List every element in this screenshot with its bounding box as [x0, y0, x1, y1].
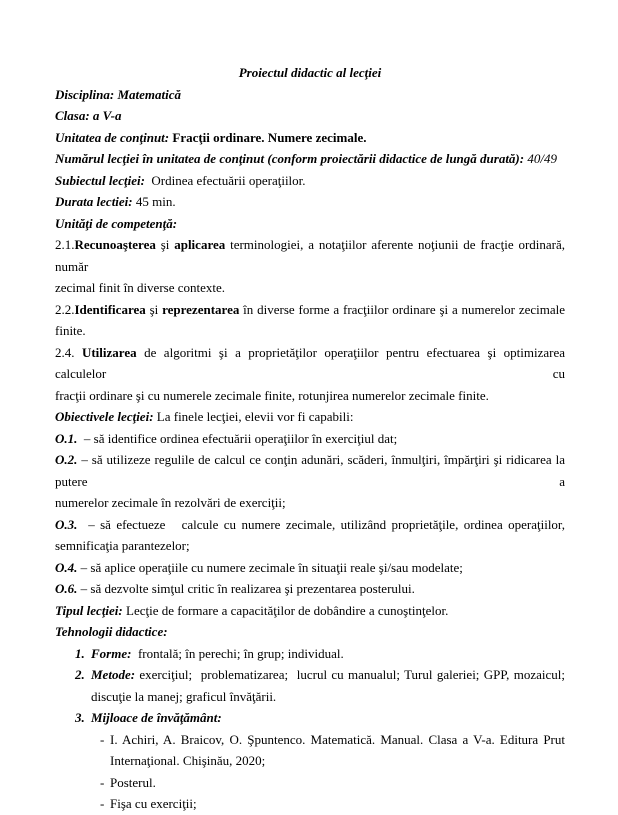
field-tip-value: Lecţie de formare a capacităţilor de dobândire a cunoştinţelor.: [122, 602, 449, 618]
objective-o3-id: O.3.: [55, 516, 78, 532]
section-obiective-label: Obiectivele lecţiei:: [55, 409, 154, 424]
section-obiective-intro: La finele lecţiei, elevii vor fi capabili:: [153, 409, 354, 424]
section-unitati-label: Unităţi de competenţă:: [55, 215, 178, 231]
field-subiect-label: Subiectul lecţiei:: [55, 172, 145, 188]
tech-item-forme-line: [91, 643, 565, 665]
objective-o2-line2: numerelor zecimale în rezolvări de exerciţii;: [55, 495, 286, 510]
section-obiective: [55, 406, 565, 428]
objective-o4-text: – să aplice operaţiile cu numere zecimale în situaţii reale şi/sau modelate;: [77, 559, 463, 575]
competence-2-4-keyword1: Utilizarea: [81, 344, 137, 360]
competence-2-4-line1: 2.4. Utilizarea de algoritmi şi a proprietăţilor operaţiilor pentru efectuarea şi optimizarea calculelor cu: [55, 344, 565, 381]
field-tip-lectie: [55, 600, 565, 622]
competence-2-2-keyword1: Identificarea: [74, 301, 146, 317]
objective-o4-id: O.4.: [55, 559, 78, 575]
field-numar-value: 40/49: [527, 151, 557, 166]
field-unitate-label: Unitatea de conţinut:: [55, 129, 173, 145]
section-unitati-competenta: [55, 213, 565, 235]
tech-item-mijloace: [55, 707, 565, 729]
competence-2-4-line2: fracţii ordinare şi cu numerele zecimale finite, rotunjirea numerelor zecimale finite.: [55, 387, 489, 403]
competence-2-1-line2: zecimal finit în diverse contexte.: [55, 280, 226, 295]
field-disciplina-value: Matematică: [117, 86, 182, 102]
dash-bullet: -: [100, 731, 105, 747]
competence-2-1-number: 2.1.: [55, 237, 75, 252]
objective-o3: [55, 514, 565, 557]
tech-item-metode-line1: Metode: exerciţiul; problematizarea; lucrul cu manualul; Turul galeriei; GPP, mozaicul;: [91, 667, 565, 682]
competence-2-4-number: 2.4.: [55, 344, 82, 360]
field-tip-label: Tipul lecţiei:: [55, 602, 123, 618]
dash-bullet: -: [100, 774, 105, 790]
objective-o2-id: O.2.: [55, 452, 78, 467]
field-clasa-value: a V-a: [92, 108, 122, 123]
field-numar-label: Numărul lecţiei în unitatea de conţinut (conform proiectării didactice de lungă durată):: [55, 151, 528, 166]
tech-item-forme-label: Forme:: [91, 645, 132, 661]
objective-o1: [55, 428, 565, 450]
objective-o4: [55, 557, 565, 579]
tech-item-mijloace-line: [91, 707, 565, 729]
tech-item-mijloace-label: Mijloace de învăţământ:: [91, 710, 222, 725]
competence-2-1: [55, 234, 565, 299]
field-disciplina: [55, 84, 565, 106]
resource-item-poster: [55, 772, 565, 794]
field-durata-value: 45 min.: [135, 194, 176, 209]
field-clasa-label: Clasa:: [55, 108, 93, 123]
competence-2-1-keyword2: aplicarea: [174, 237, 226, 252]
competence-2-2: 2.2.Identificarea şi reprezentarea în diverse forme a fracţiilor ordinare şi a numerelor zecimale finite.: [55, 301, 565, 338]
competence-2-2-keyword2: reprezentarea: [162, 301, 240, 317]
field-numar-lectie: [55, 148, 565, 170]
objective-o6-text: – să dezvolte simţul critic în realizarea şi prezentarea posterului.: [77, 581, 415, 596]
objective-o3-line1: O.3. – să efectueze calcule cu numere zecimale, utilizând proprietăţile, ordinea operaţiilor,: [55, 516, 565, 532]
objective-o6-id: O.6.: [55, 581, 78, 596]
field-subiect-value: Ordinea efectuării operaţiilor.: [144, 172, 306, 188]
section-tehnologii-label: Tehnologii didactice:: [55, 624, 168, 639]
tech-item-metode: [55, 664, 565, 707]
resource-item-manual-line2: Internaţional. Chişinău, 2020;: [110, 753, 266, 768]
field-disciplina-label: Disciplina:: [55, 86, 118, 102]
resource-item-fisa: [55, 793, 565, 815]
resource-item-fisa-line: Fişa cu exerciţii;: [110, 796, 197, 811]
tech-item-forme-value: frontală; în perechi; în grup; individual.: [131, 645, 344, 661]
field-durata: [55, 191, 565, 213]
objective-o2-line1: O.2. – să utilizeze regulile de calcul ce conţin adunări, scăderi, înmulţiri, împărţiri şi ridicarea la putere a: [55, 452, 565, 489]
competence-2-4: [55, 342, 565, 407]
objective-o6: [55, 578, 565, 600]
field-clasa: [55, 105, 565, 127]
tech-item-metode-line2: discuţie la manej; graficul învăţării.: [91, 688, 277, 704]
resource-item-manual-line1: I. Achiri, A. Braicov, O. Şpuntenco. Matematică. Manual. Clasa a V-a. Editura Prut: [110, 731, 565, 747]
section-tehnologii: [55, 621, 565, 643]
tech-item-forme: [55, 643, 565, 665]
tech-item-metode-label: Metode:: [91, 667, 136, 682]
objective-o1-text: – să identifice ordinea efectuării operaţiilor în exerciţiul dat;: [77, 430, 398, 446]
tech-item-metode-number: 2.: [75, 667, 85, 682]
objective-o2: [55, 449, 565, 514]
field-unitate-value: Fracţii ordinare. Numere zecimale.: [172, 129, 367, 145]
competence-2-1-line1: 2.1.Recunoaşterea şi aplicarea terminologiei, a notaţiilor aferente noţiunii de fracţie ordinară, număr: [55, 237, 566, 274]
tech-item-forme-number: 1.: [75, 645, 85, 661]
resource-item-manual: [55, 729, 565, 772]
dash-bullet: -: [100, 796, 105, 811]
objective-o3-line2: semnificaţia parantezelor;: [55, 538, 190, 553]
tech-item-mijloace-number: 3.: [75, 710, 85, 725]
objective-o1-id: O.1.: [55, 430, 78, 446]
resource-item-poster-line: Posterul.: [110, 774, 156, 790]
field-unitate-continut: [55, 127, 565, 149]
field-subiect: [55, 170, 565, 192]
competence-2-1-keyword1: Recunoaşterea: [74, 237, 156, 252]
document-title: Proiectul didactic al lecţiei: [238, 65, 382, 80]
competence-2-2-number: 2.2.: [55, 301, 75, 317]
field-durata-label: Durata lectiei:: [55, 194, 136, 209]
